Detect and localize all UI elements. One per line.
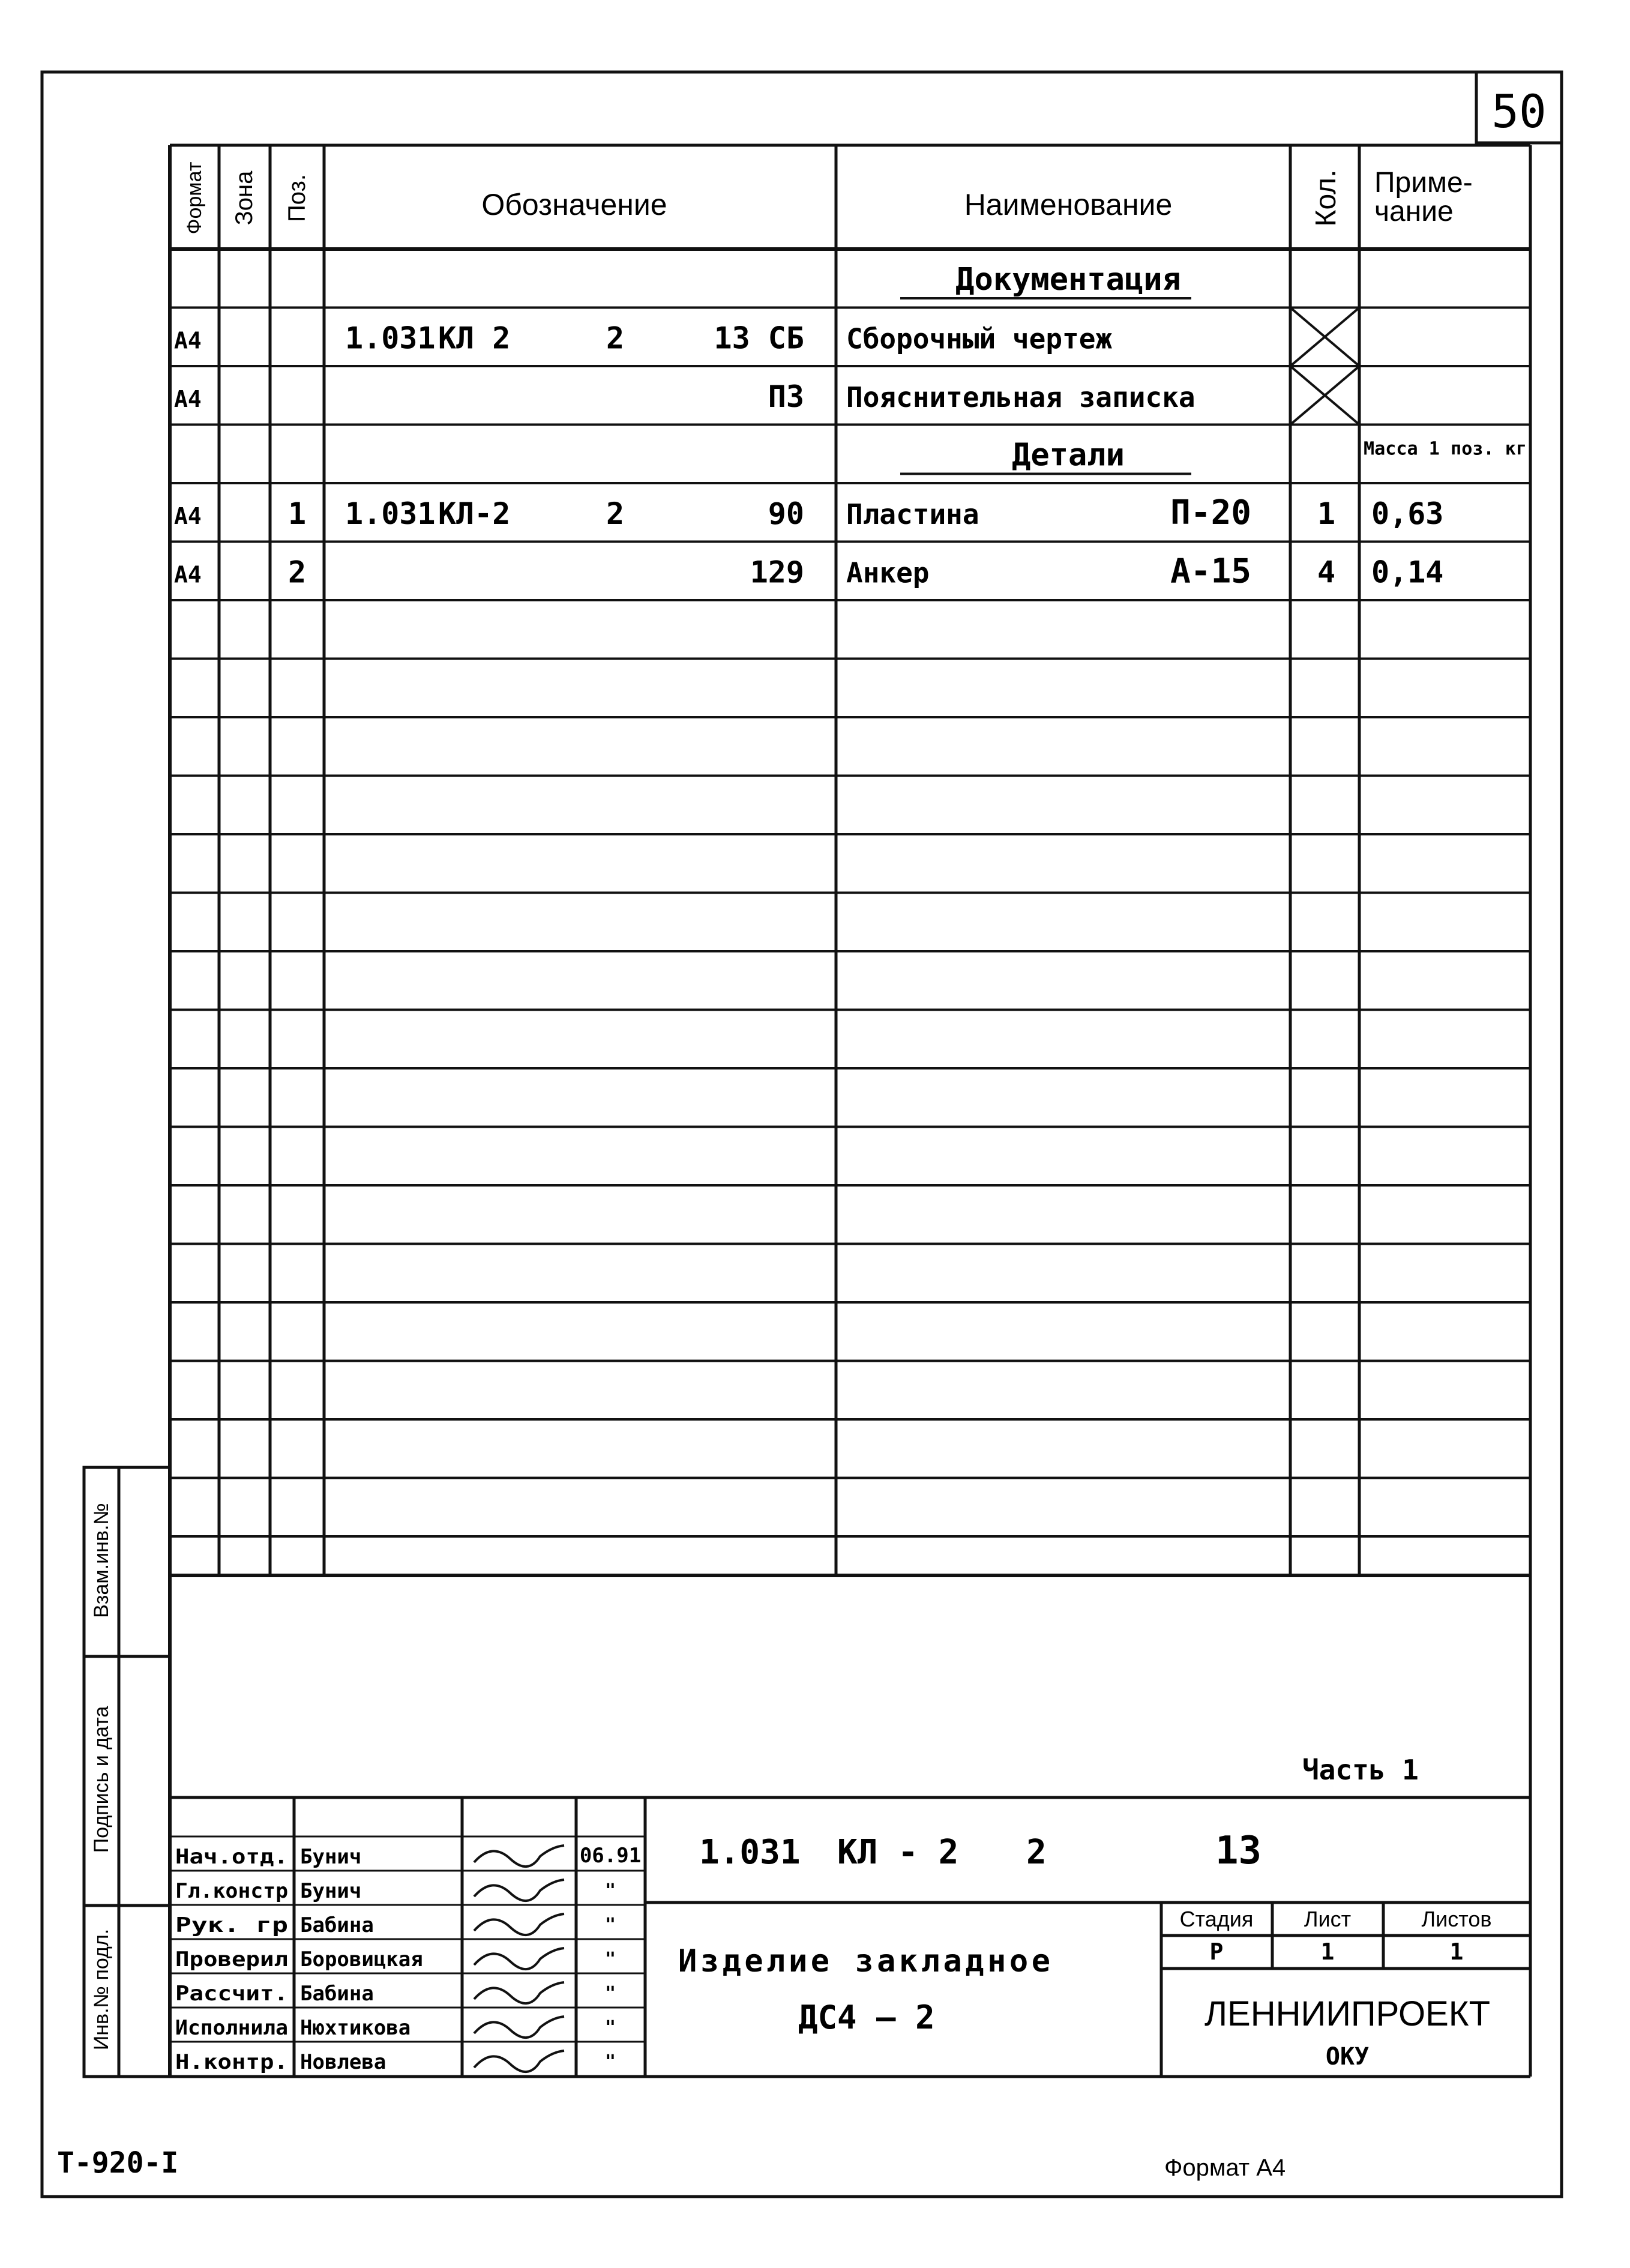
signer-name: Бунич: [300, 1879, 362, 1903]
row-lines: [170, 308, 1530, 1537]
table-row: [174, 552, 1443, 591]
signer-row: [175, 1844, 641, 1869]
row-name: Сборочный чертеж: [846, 322, 1113, 355]
signer-date: ": [604, 1983, 616, 2004]
signature-scribble: [474, 1914, 564, 1935]
row-name-suffix: П-20: [1170, 493, 1251, 532]
header-note-line2: чание: [1374, 196, 1454, 227]
stage-value: Р: [1209, 1939, 1224, 1965]
signer-role: Н.контр.: [175, 2050, 288, 2074]
signer-name: Нюхтикова: [300, 2016, 411, 2040]
signer-name: Боровицкая: [300, 1948, 423, 1972]
signer-row: [175, 1879, 616, 1903]
row-designation-a: 1.031: [345, 320, 436, 356]
doc-code-d: 13: [1215, 1829, 1262, 1873]
row-name: Анкер: [846, 556, 930, 589]
row-note: Масса 1 поз. кг: [1364, 438, 1527, 460]
header-zone: Зона: [231, 170, 257, 226]
row-designation-d: 13 СБ: [714, 320, 804, 356]
signer-row: [175, 1982, 616, 2006]
row-pos: 2: [287, 555, 307, 590]
stage-label: Стадия: [1179, 1907, 1254, 1931]
table-row: [174, 493, 1443, 532]
signer-row: [175, 1913, 616, 1937]
organization: ЛЕННИИПРОЕКТ: [1204, 1994, 1491, 2033]
side-replaced-inv: Взам.инв.№: [90, 1503, 113, 1618]
sheets-value: 1: [1449, 1939, 1464, 1965]
header-name: Наименование: [964, 188, 1173, 221]
row-format: А4: [174, 503, 202, 529]
table-row: [174, 366, 1359, 425]
signer-date: ": [604, 2017, 616, 2038]
header-pos: Поз.: [284, 174, 310, 222]
format-label: Формат А4: [1164, 2155, 1286, 2181]
row-name: Документация: [955, 262, 1181, 298]
sheet-value: 1: [1320, 1939, 1335, 1965]
signer-name: Бабина: [300, 1982, 374, 2006]
row-designation-a: 1.031: [345, 496, 436, 531]
table-row: [900, 262, 1191, 298]
signer-row: [175, 2016, 616, 2040]
signer-date: 06.91: [579, 1844, 642, 1868]
row-format: А4: [174, 386, 202, 412]
archive-code: Т-920-I: [57, 2146, 179, 2180]
row-name: Детали: [1012, 437, 1125, 474]
row-name: Пластина: [846, 498, 979, 531]
signature-scribble: [474, 1948, 564, 1969]
signature-scribble: [474, 2051, 564, 2072]
signer-date: ": [604, 1915, 616, 1936]
sheet-number: 50: [1491, 85, 1547, 138]
header-qty: Кол.: [1310, 169, 1342, 227]
signature-scribble: [474, 1880, 564, 1901]
table-row: [900, 438, 1527, 474]
product-line1: Изделие закладное: [678, 1943, 1050, 1979]
header-format: Формат: [183, 161, 206, 235]
signer-role: Гл.констр: [175, 1879, 288, 1903]
signer-role: Рук. гр: [175, 1913, 288, 1937]
doc-code-b: КЛ - 2: [837, 1833, 959, 1872]
signer-role: Проверил: [175, 1948, 288, 1972]
signer-date: ": [604, 2051, 616, 2072]
table-row: [174, 308, 1359, 367]
side-signature-date: Подпись и дата: [90, 1706, 113, 1853]
doc-code-c: 2: [1026, 1833, 1047, 1872]
row-pos: 1: [287, 496, 307, 531]
signer-date: ": [604, 1880, 616, 1901]
row-designation-d: 90: [768, 496, 804, 531]
signature-scribble: [474, 2017, 564, 2038]
row-qty: 4: [1317, 555, 1336, 590]
sheet-label: Лист: [1304, 1907, 1352, 1931]
signer-row: [175, 2050, 616, 2074]
row-note: 0,14: [1371, 555, 1444, 590]
signer-date: ": [604, 1949, 616, 1970]
row-designation-d: ПЗ: [768, 379, 804, 414]
doc-code-a: 1.031: [699, 1833, 801, 1872]
header-note-line1: Приме-: [1374, 167, 1473, 199]
sheets-label: Листов: [1421, 1907, 1492, 1931]
row-designation-c: 2: [606, 496, 625, 531]
signature-scribble: [474, 1845, 564, 1866]
row-qty: 1: [1317, 496, 1336, 531]
signer-role: Рассчит.: [175, 1982, 288, 2006]
side-inv-number: Инв.№ подл.: [90, 1928, 113, 2051]
product-line2: ДС4 — 2: [798, 1999, 935, 2036]
row-designation-d: 129: [750, 555, 804, 590]
row-name-suffix: А-15: [1170, 552, 1251, 591]
signer-rows: [175, 1844, 641, 2074]
header-designation: Обозначение: [481, 188, 667, 221]
signature-scribble: [474, 1982, 564, 2003]
part-label: Часть 1: [1302, 1754, 1419, 1786]
signer-name: Новлева: [300, 2050, 386, 2074]
row-designation-b: КЛ-2: [438, 496, 511, 531]
row-format: А4: [174, 561, 202, 588]
department: ОКУ: [1325, 2043, 1370, 2071]
signer-name: Бунич: [300, 1845, 362, 1869]
signer-name: Бабина: [300, 1913, 374, 1937]
signer-role: Исполнила: [175, 2016, 288, 2040]
signer-role: Нач.отд.: [175, 1845, 288, 1869]
row-designation-b: КЛ 2: [438, 320, 511, 356]
row-name: Пояснительная записка: [846, 381, 1195, 414]
row-format: А4: [174, 327, 202, 354]
row-designation-c: 2: [606, 320, 625, 356]
signer-row: [175, 1948, 616, 1972]
row-note: 0,63: [1371, 496, 1444, 531]
